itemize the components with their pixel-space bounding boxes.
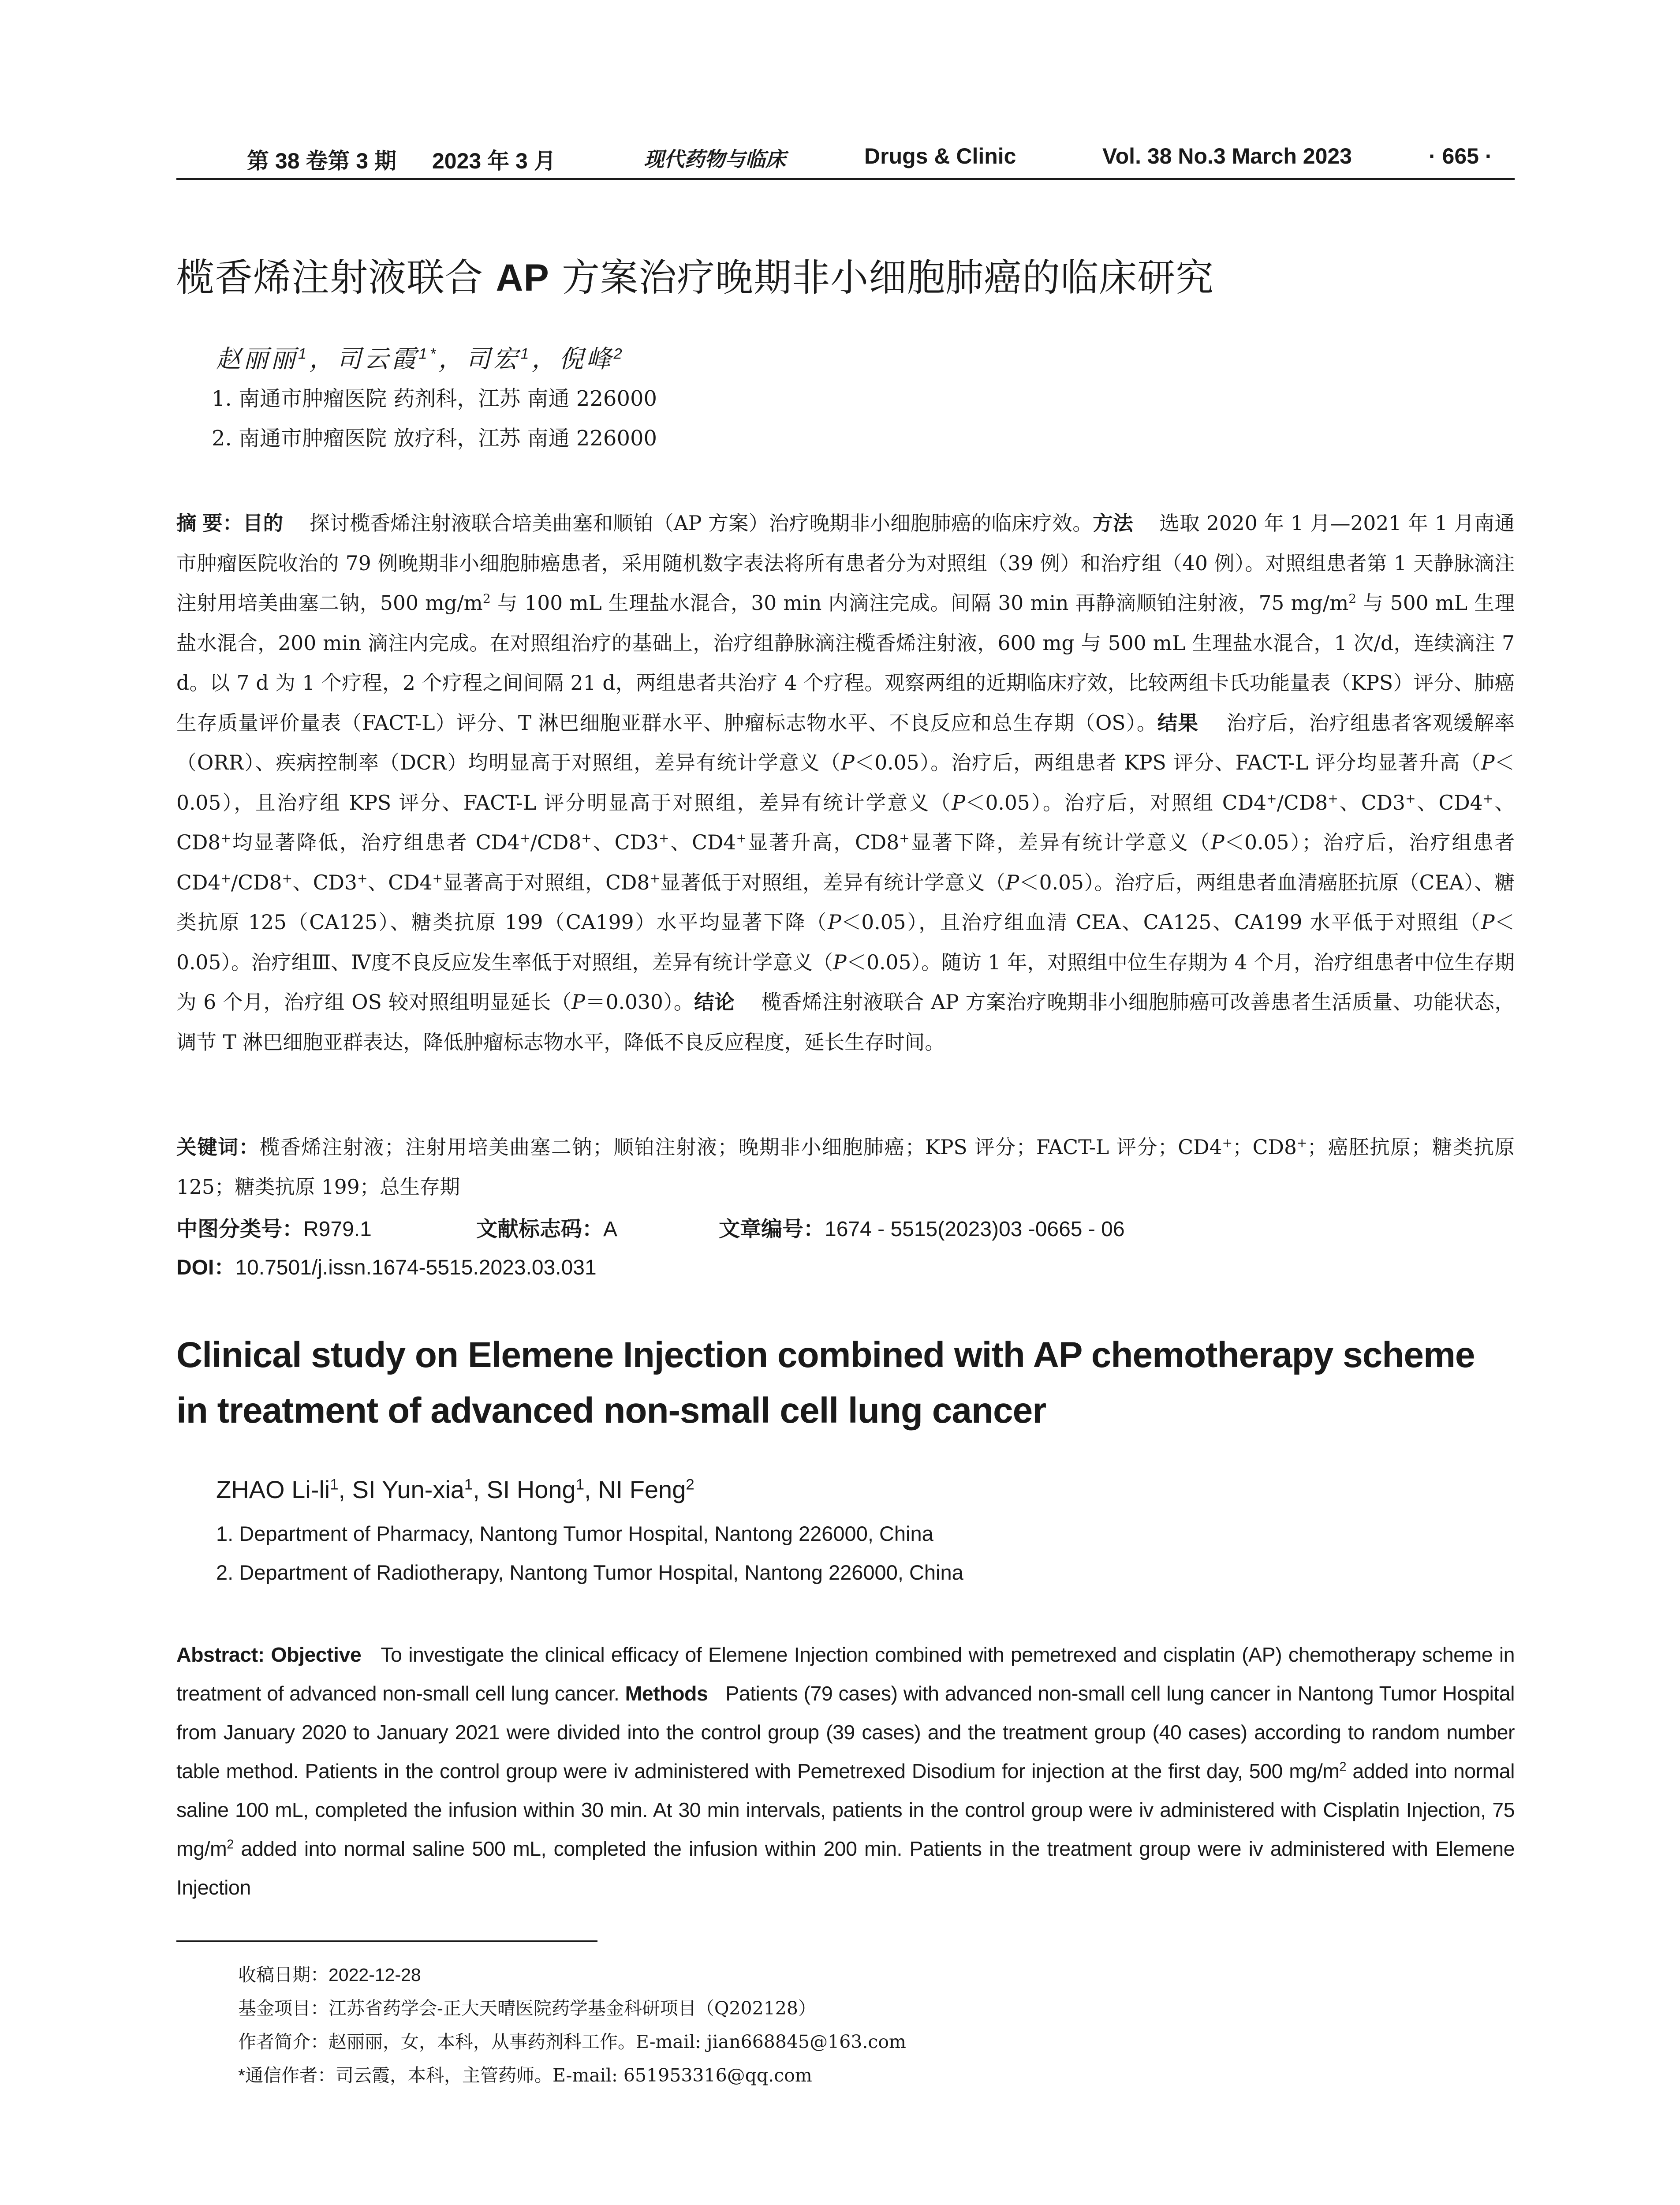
cn-author: 倪峰 bbox=[559, 345, 614, 374]
objective-text: To investigate the clinical efficacy of Elemene Injection combined with pemetrexed and cisplatin (AP) chemotherapy scheme in treatment of advanced non-small cell lung cancer. bbox=[176, 1643, 1515, 1705]
methods-label: Methods bbox=[625, 1682, 708, 1705]
p-value-symbol: P bbox=[833, 950, 847, 974]
header-page-number: · 665 · bbox=[1429, 144, 1493, 168]
superscript: + bbox=[220, 871, 231, 886]
clc-value: R979.1 bbox=[303, 1218, 372, 1241]
superscript: + bbox=[357, 871, 368, 886]
doi-label: DOI： bbox=[176, 1256, 235, 1279]
cn-author: 赵丽丽 bbox=[216, 345, 298, 374]
superscript: + bbox=[650, 871, 660, 886]
results-text: 治疗后，治疗组患者客观缓解率（ORR）、疾病控制率（DCR）均明显高于对照组，差异有统计学意义（ bbox=[176, 711, 1515, 774]
objective-label: Objective bbox=[271, 1643, 362, 1666]
methods-text: 与 100 mL 生理盐水混合，30 min 内滴注完成。间隔 30 min 再静滴顺铂注射液，75 mg/m bbox=[490, 591, 1349, 615]
keywords-text: ；癌胚抗原；糖类抗原 125；糖类抗原 199；总生存期 bbox=[176, 1136, 1515, 1199]
received-value: 2022-12-28 bbox=[329, 1965, 421, 1985]
author-sep: , bbox=[473, 1476, 487, 1503]
p-value-symbol: P bbox=[571, 990, 585, 1014]
p-value-symbol: P bbox=[828, 911, 841, 934]
results-text: ＜0.05）。随访 1 年，对照组中位生存期为 4 个月，治疗组患者中位生存期为 6 个月，治疗组 OS 较对照组明显延长（ bbox=[176, 950, 1515, 1014]
article-no-value: 1674 - 5515(2023)03 -0665 - 06 bbox=[825, 1218, 1125, 1241]
en-affiliation-1: 1. Department of Pharmacy, Nantong Tumor Hospital, Nantong 226000, China bbox=[216, 1522, 933, 1545]
superscript: + bbox=[581, 830, 592, 845]
header-rule bbox=[176, 178, 1515, 180]
bio-label: 作者简介： bbox=[238, 2032, 329, 2052]
abstract-label: 摘 要： bbox=[176, 512, 243, 534]
results-text: ＜0.05）。治疗后，对照组 CD4 bbox=[965, 791, 1267, 815]
results-text: 、CD3 bbox=[591, 831, 659, 854]
fund-info bbox=[238, 1992, 906, 2025]
results-text: ＜0.05），且治疗组血清 CEA、CA125、CA199 水平低于对照组（ bbox=[841, 911, 1481, 934]
keywords-text: ；CD8 bbox=[1232, 1136, 1297, 1159]
author-sup: 1 bbox=[330, 1476, 339, 1493]
results-text: 、CD3 bbox=[292, 871, 357, 894]
header-journal-cn: 现代药物与临床 bbox=[644, 147, 786, 171]
results-text: /CD8 bbox=[530, 831, 582, 854]
author-bio bbox=[238, 2025, 906, 2059]
cn-affiliation-1: 1. 南通市肿瘤医院 药剂科，江苏 南通 226000 bbox=[212, 386, 657, 411]
cn-authors bbox=[216, 340, 625, 375]
superscript: 2 bbox=[482, 591, 491, 606]
superscript: + bbox=[736, 830, 747, 845]
doc-code-line bbox=[476, 1208, 617, 1250]
author-sep: ， bbox=[531, 345, 559, 374]
results-text: /CD8 bbox=[231, 871, 282, 894]
author-sep: ， bbox=[309, 345, 337, 374]
superscript: 2 bbox=[227, 1837, 234, 1852]
methods-text: 与 500 mL 生理盐水混合，200 min 滴注内完成。在对照组治疗的基础上，治疗组静脉滴注榄香烯注射液，600 mg 与 500 mL 生理盐水混合，1 次/d，连续滴注 7 d。以 7 d 为 1 个疗程，2 个疗程之间间隔 21 d，两组患者共治疗 4 个疗程。观察两组的近期临床疗效，比较两组卡氏功能量表（KPS）评分、肺癌生存质量评价量表（FACT-L）评分、T 淋巴细胞亚群水平、肿瘤标志物水平、不良反应和总生存期（OS）。 bbox=[176, 591, 1515, 735]
corr-label: *通信作者： bbox=[238, 2065, 336, 2085]
clc-line bbox=[176, 1208, 372, 1250]
superscript: 2 bbox=[1339, 1760, 1347, 1774]
results-text: 、CD8 bbox=[176, 791, 1515, 854]
p-value-symbol: P bbox=[841, 751, 855, 774]
corr-value: 司云霞，本科，主管药师。E-mail: 651953316@qq.com bbox=[335, 2065, 812, 2086]
methods-text: 选取 2020 年 1 月—2021 年 1 月南通市肿瘤医院收治的 79 例晚期非小细胞肺癌患者，采用随机数字表法将所有患者分为对照组（39 例）和治疗组（40 例）。对照组患者第 1 天静脉滴注注射用培美曲塞二钠，500 mg/m bbox=[176, 512, 1515, 615]
author-sep: ， bbox=[438, 345, 466, 374]
results-text: 显著升高，CD8 bbox=[747, 831, 900, 854]
doc-code-label: 文献标志码： bbox=[476, 1218, 604, 1241]
author-sup: 1 bbox=[575, 1476, 585, 1493]
superscript: + bbox=[1296, 1135, 1307, 1150]
superscript: + bbox=[432, 871, 443, 886]
article-no-label: 文章编号： bbox=[719, 1218, 825, 1241]
p-value-symbol: P bbox=[952, 791, 965, 815]
results-text: ＜0.05）；治疗后，治疗组患者 CD4 bbox=[176, 831, 1515, 894]
superscript: + bbox=[1482, 791, 1493, 806]
running-header bbox=[176, 135, 1515, 183]
fund-value: 江苏省药学会-正大天晴医院药学基金科研项目（Q202128） bbox=[329, 1998, 816, 2019]
superscript: + bbox=[520, 830, 530, 845]
en-title: Clinical study on Elemene Injection combined with AP chemotherapy scheme in treatment of advanced non-small cell lung cancer bbox=[176, 1335, 1475, 1431]
results-text: 显著下降，差异有统计学意义（ bbox=[909, 831, 1211, 854]
superscript: + bbox=[220, 830, 231, 845]
cn-author: 司云霞 bbox=[336, 345, 419, 374]
superscript: + bbox=[899, 830, 910, 845]
results-text: ＜0.05）。治疗组Ⅲ、Ⅳ度不良反应发生率低于对照组，差异有统计学意义（ bbox=[176, 911, 1515, 974]
doc-code-value: A bbox=[603, 1218, 618, 1241]
superscript: + bbox=[1405, 791, 1416, 806]
en-authors bbox=[216, 1475, 694, 1504]
cn-title bbox=[176, 247, 1214, 302]
article-no-line bbox=[719, 1208, 1125, 1250]
conclusion-text: 榄香烯注射液联合 AP 方案治疗晚期非小细胞肺癌可改善患者生活质量、功能状态，调节 T 淋巴细胞亚群表达，降低肿瘤标志物水平，降低不良反应程度，延长生存时间。 bbox=[176, 990, 1515, 1054]
superscript: + bbox=[1222, 1135, 1233, 1150]
results-text: ＝0.030）。 bbox=[585, 990, 694, 1014]
en-abstract bbox=[176, 1635, 1515, 1907]
superscript: + bbox=[1328, 791, 1338, 806]
author-sup: 1* bbox=[418, 345, 439, 363]
author-sup: 1 bbox=[520, 345, 532, 363]
superscript: + bbox=[658, 830, 669, 845]
author-sep: , bbox=[584, 1476, 598, 1503]
results-text: ＜0.05），且治疗组 KPS 评分、FACT-L 评分明显高于对照组，差异有统计学意义（ bbox=[176, 751, 1515, 815]
author-sup: 2 bbox=[686, 1476, 694, 1493]
doi-value[interactable]: 10.7501/j.issn.1674-5515.2023.03.031 bbox=[235, 1256, 597, 1279]
author-sup: 1 bbox=[464, 1476, 473, 1493]
cn-keywords bbox=[176, 1128, 1515, 1207]
en-affiliation-2: 2. Department of Radiotherapy, Nantong Tumor Hospital, Nantong 226000, China bbox=[216, 1561, 963, 1584]
header-volume-en: Vol. 38 No.3 March 2023 bbox=[1102, 144, 1352, 168]
doi-line bbox=[176, 1247, 597, 1289]
results-label: 结果 bbox=[1157, 711, 1199, 734]
header-volume-cn: 第 38 卷第 3 期 bbox=[247, 149, 396, 173]
conclusion-label: 结论 bbox=[694, 991, 735, 1013]
methods-label: 方法 bbox=[1093, 512, 1133, 534]
footnotes bbox=[238, 1958, 906, 2092]
received-date bbox=[238, 1958, 906, 1992]
results-text: 、CD3 bbox=[1338, 791, 1405, 815]
methods-text: added into normal saline 500 mL, completed the infusion within 200 min. Patients in the treatment group were iv administered with Elemene Injection bbox=[176, 1837, 1515, 1899]
en-author: SI Hong bbox=[486, 1476, 576, 1503]
results-text: 、CD4 bbox=[669, 831, 736, 854]
received-label: 收稿日期： bbox=[238, 1965, 329, 1985]
superscript: + bbox=[1266, 791, 1277, 806]
results-text: 显著高于对照组，CD8 bbox=[443, 871, 650, 894]
results-text: 、CD4 bbox=[1415, 791, 1483, 815]
results-text: ＜0.05）。治疗后，两组患者 KPS 评分、FACT-L 评分均显著升高（ bbox=[854, 751, 1481, 774]
cn-title-part: 榄香烯注射液联合 bbox=[176, 256, 496, 300]
corresponding-author bbox=[238, 2059, 906, 2092]
cn-title-part: 方案治疗晚期非小细胞肺癌的临床研究 bbox=[549, 256, 1214, 300]
en-author: SI Yun-xia bbox=[352, 1476, 464, 1503]
fund-label: 基金项目： bbox=[238, 1998, 329, 2018]
header-journal-en: Drugs & Clinic bbox=[864, 144, 1016, 168]
superscript: + bbox=[282, 871, 293, 886]
cn-author: 司宏 bbox=[466, 345, 521, 374]
superscript: 2 bbox=[1348, 591, 1357, 606]
p-value-symbol: P bbox=[1481, 751, 1495, 774]
p-value-symbol: P bbox=[1211, 831, 1225, 854]
author-sep: , bbox=[338, 1476, 352, 1503]
objective-text: 探讨榄香烯注射液联合培美曲塞和顺铂（AP 方案）治疗晚期非小细胞肺癌的临床疗效。 bbox=[309, 512, 1093, 535]
results-text: /CD8 bbox=[1277, 791, 1328, 815]
abstract-label: Abstract: bbox=[176, 1643, 265, 1666]
keywords-text: 榄香烯注射液；注射用培美曲塞二钠；顺铂注射液；晚期非小细胞肺癌；KPS 评分；FACT-L 评分；CD4 bbox=[259, 1136, 1222, 1159]
author-sup: 1 bbox=[298, 345, 310, 363]
cn-abstract bbox=[176, 504, 1515, 1062]
methods-text: Patients (79 cases) with advanced non-small cell lung cancer in Nantong Tumor Hospital from January 2020 to January 2021 were divided into the control group (39 cases) and the treatment group (40 cases) according to random number table method. Patients in the control group were iv administered with Pemetrexed Disodium for injection at the first day, 500 mg/m bbox=[176, 1682, 1515, 1783]
results-text: ＜0.05）。治疗后，两组患者血清癌胚抗原（CEA）、糖类抗原 125（CA125）、糖类抗原 199（CA199）水平均显著下降（ bbox=[176, 871, 1515, 934]
p-value-symbol: P bbox=[1481, 911, 1495, 934]
p-value-symbol: P bbox=[1005, 871, 1019, 894]
methods-text: added into normal saline 100 mL, completed the infusion within 30 min. At 30 min intervals, patients in the control group were iv administered with Cisplatin Injection, 75 mg/m bbox=[176, 1760, 1515, 1860]
en-author: NI Feng bbox=[598, 1476, 686, 1503]
cn-title-part: AP bbox=[496, 257, 549, 299]
header-date-cn: 2023 年 3 月 bbox=[432, 149, 556, 173]
author-sup: 2 bbox=[613, 345, 625, 363]
bio-value: 赵丽丽，女，本科，从事药剂科工作。E-mail: jian668845@163.com bbox=[329, 2031, 906, 2052]
cn-affiliation-2: 2. 南通市肿瘤医院 放疗科，江苏 南通 226000 bbox=[212, 426, 657, 451]
results-text: 显著低于对照组，差异有统计学意义（ bbox=[660, 871, 1006, 894]
en-author: ZHAO Li-li bbox=[216, 1476, 330, 1503]
keywords-label: 关键词： bbox=[176, 1136, 260, 1159]
footnote-rule bbox=[176, 1940, 597, 1942]
results-text: 均显著降低，治疗组患者 CD4 bbox=[231, 831, 520, 854]
results-text: 、CD4 bbox=[367, 871, 433, 894]
objective-label: 目的 bbox=[243, 512, 284, 534]
clc-label: 中图分类号： bbox=[176, 1218, 304, 1241]
